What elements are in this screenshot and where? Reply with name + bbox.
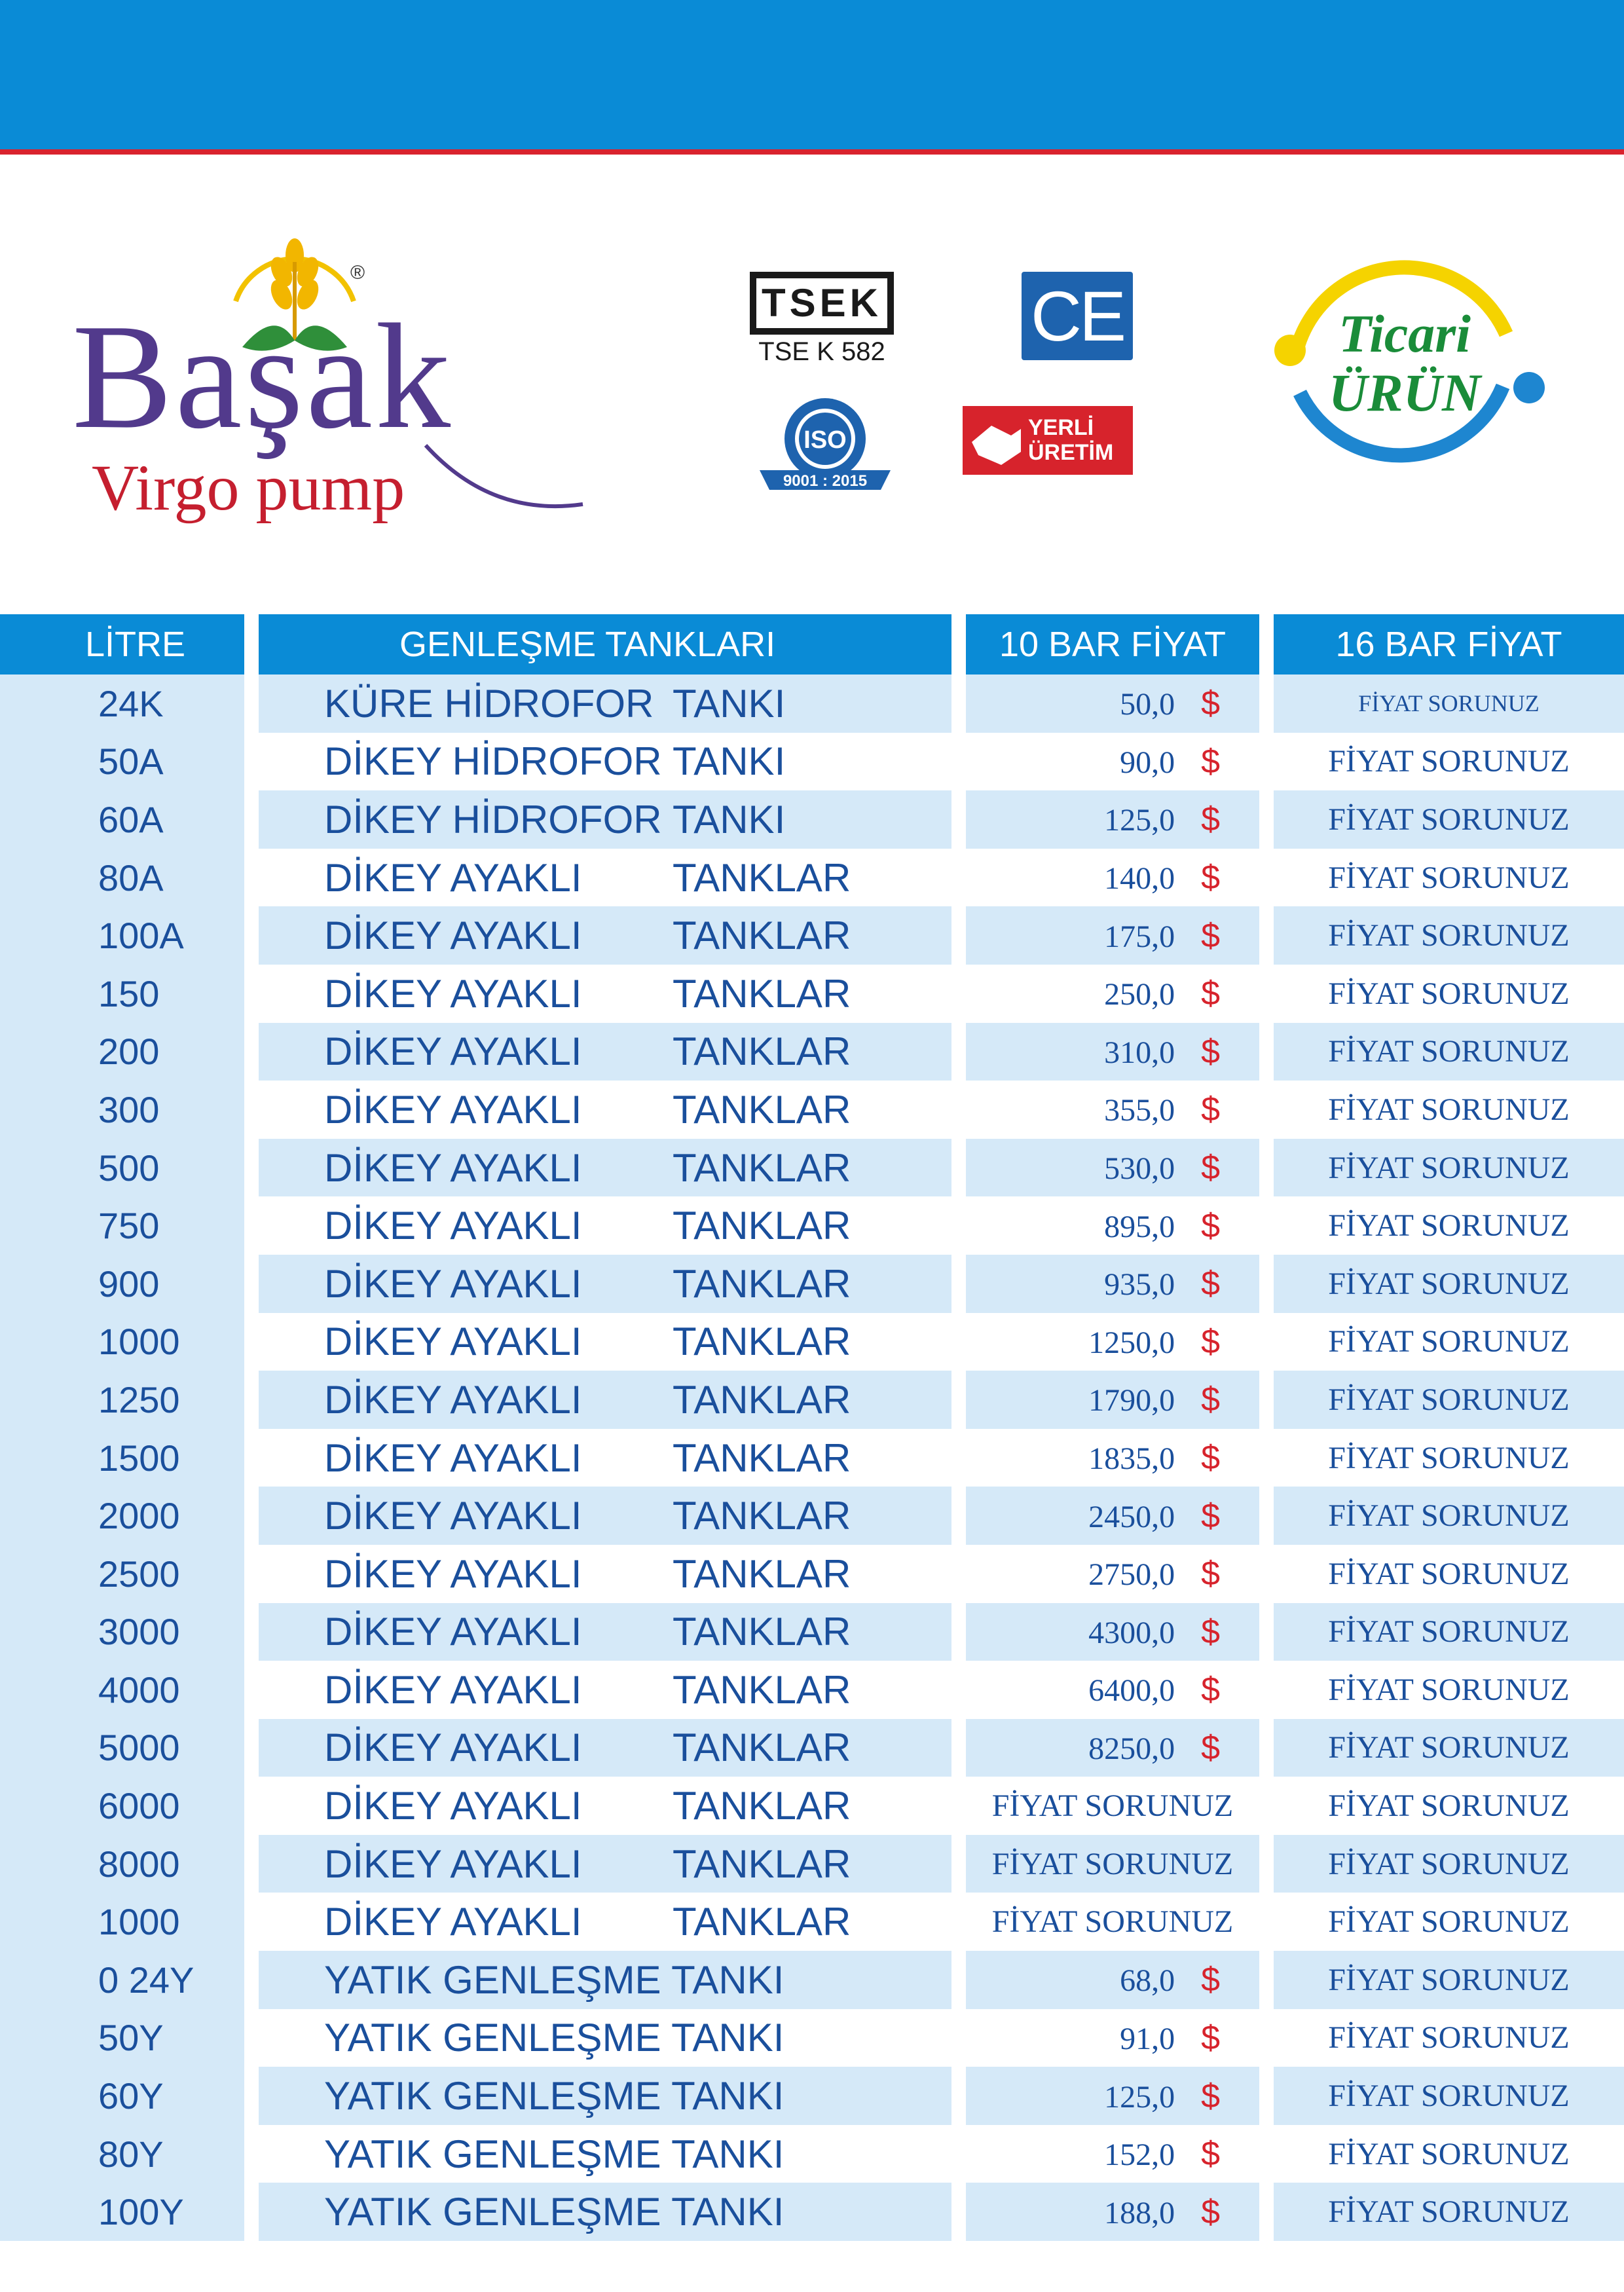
litre-cell: 50Y [0, 2009, 259, 2067]
tank-name-cell [259, 2183, 966, 2241]
price-16bar-cell: FİYAT SORUNUZ [1274, 1255, 1624, 1313]
price-10bar-value: 91,0 [1120, 2021, 1175, 2056]
table-row [0, 2067, 1624, 2125]
table-row [0, 1545, 1624, 1603]
price-10bar-cell [966, 849, 1274, 907]
tank-type-label: DİKEY AYAKLI [324, 1087, 582, 1132]
iso-seal-icon [756, 393, 894, 504]
dollar-icon: $ [1201, 684, 1220, 723]
litre-cell: 24K [0, 675, 259, 733]
tank-kind-label: TANKLAR [673, 855, 851, 900]
tsek-title: TSEK [750, 272, 894, 335]
price-table [0, 614, 1624, 2241]
tank-kind-label: TANKLAR [673, 1610, 851, 1654]
price-10bar-value: 310,0 [1104, 1035, 1175, 1070]
tank-type-label: YATIK GENLEŞME TANKI [324, 2190, 784, 2234]
litre-cell: 1250 [0, 1371, 259, 1429]
litre-cell: 2000 [0, 1487, 259, 1545]
price-10bar-value: 2750,0 [1088, 1557, 1175, 1593]
table-row [0, 2125, 1624, 2183]
tank-kind-label: TANKLAR [673, 1204, 851, 1248]
price-10bar-cell [966, 1313, 1274, 1371]
tank-name-cell [259, 1719, 966, 1777]
iso-badge [756, 393, 894, 504]
litre-cell: 100Y [0, 2183, 259, 2241]
tsek-badge [750, 272, 900, 370]
dollar-icon: $ [1201, 800, 1220, 839]
price-16bar-cell: FİYAT SORUNUZ [1274, 1487, 1624, 1545]
tank-kind-label: TANKLAR [673, 1435, 851, 1480]
price-10bar-value: 152,0 [1104, 2137, 1175, 2173]
dollar-icon: $ [1201, 742, 1220, 781]
price-16bar-cell: FİYAT SORUNUZ [1274, 1081, 1624, 1139]
tank-type-label: DİKEY AYAKLI [324, 1900, 582, 1944]
table-row [0, 1893, 1624, 1951]
tank-name-cell [259, 1545, 966, 1603]
tank-type-label: DİKEY AYAKLI [324, 1029, 582, 1074]
price-16bar-cell: FİYAT SORUNUZ [1274, 1023, 1624, 1081]
dollar-icon: $ [1201, 1961, 1220, 1999]
litre-cell: 1000 [0, 1893, 259, 1951]
price-16bar-cell: FİYAT SORUNUZ [1274, 2009, 1624, 2067]
price-10bar-cell [966, 2125, 1274, 2183]
price-10bar-cell [966, 965, 1274, 1023]
table-row [0, 2183, 1624, 2241]
litre-cell: 50A [0, 733, 259, 791]
tank-name-cell [259, 675, 966, 733]
price-10bar-value: 8250,0 [1088, 1731, 1175, 1766]
litre-cell: 3000 [0, 1603, 259, 1661]
price-10bar-value: 1835,0 [1088, 1441, 1175, 1477]
price-10bar-ask: FİYAT SORUNUZ [966, 1835, 1274, 1893]
dollar-icon: $ [1201, 1090, 1220, 1129]
tank-type-label: DİKEY AYAKLI [324, 1377, 582, 1422]
litre-cell: 1000 [0, 1313, 259, 1371]
tank-name-cell [259, 2125, 966, 2183]
tsek-subtitle: TSE K 582 [758, 337, 885, 366]
tank-type-label: DİKEY AYAKLI [324, 1261, 582, 1306]
tank-type-label: KÜRE HİDROFOR [324, 681, 654, 726]
price-10bar-cell [966, 675, 1274, 733]
tank-type-label: DİKEY HİDROFOR [324, 797, 662, 841]
litre-cell: 60Y [0, 2067, 259, 2125]
litre-cell: 0 24Y [0, 1951, 259, 2009]
tank-kind-label: TANKLAR [673, 1494, 851, 1538]
table-row [0, 1951, 1624, 2009]
price-10bar-value: 4300,0 [1088, 1615, 1175, 1650]
tank-name-cell [259, 733, 966, 791]
price-10bar-cell [966, 1545, 1274, 1603]
litre-cell: 300 [0, 1081, 259, 1139]
tank-type-label: DİKEY AYAKLI [324, 1726, 582, 1770]
ticari-line1: Ticari [1338, 304, 1471, 363]
table-row [0, 1139, 1624, 1197]
brand-name: Başak [72, 293, 454, 460]
tank-type-label: DİKEY AYAKLI [324, 1610, 582, 1654]
dollar-icon: $ [1201, 2018, 1220, 2057]
price-16bar-cell: FİYAT SORUNUZ [1274, 733, 1624, 791]
price-16bar-cell: FİYAT SORUNUZ [1274, 675, 1624, 733]
tank-kind-label: TANKLAR [673, 1841, 851, 1886]
table-row [0, 1719, 1624, 1777]
litre-cell: 150 [0, 965, 259, 1023]
top-red-rule [0, 149, 1624, 155]
price-10bar-cell [966, 1081, 1274, 1139]
dollar-icon: $ [1201, 1322, 1220, 1361]
litre-cell: 1500 [0, 1429, 259, 1487]
tank-kind-label: TANKLAR [673, 1377, 851, 1422]
header-litre: LİTRE [0, 614, 259, 675]
tank-kind-label: TANKLAR [673, 1726, 851, 1770]
tank-kind-label: TANKLAR [673, 914, 851, 958]
yerli-uretim-badge [963, 406, 1133, 475]
ticari-line2: ÜRÜN [1328, 363, 1481, 422]
price-10bar-cell [966, 1603, 1274, 1661]
tank-kind-label: TANKLAR [673, 1261, 851, 1306]
price-10bar-value: 68,0 [1120, 1963, 1175, 1999]
price-16bar-cell: FİYAT SORUNUZ [1274, 1371, 1624, 1429]
tank-kind-label: TANKLAR [673, 1784, 851, 1828]
tank-kind-label: TANKLAR [673, 1551, 851, 1596]
iso-title: ISO [803, 426, 847, 454]
price-16bar-cell: FİYAT SORUNUZ [1274, 2125, 1624, 2183]
top-banner [0, 0, 1624, 149]
dollar-icon: $ [1201, 916, 1220, 955]
price-16bar-cell: FİYAT SORUNUZ [1274, 1951, 1624, 2009]
dollar-icon: $ [1201, 1671, 1220, 1709]
dollar-icon: $ [1201, 1496, 1220, 1535]
tank-name-cell [259, 1777, 966, 1835]
ce-badge: CE [1022, 272, 1133, 360]
price-16bar-cell: FİYAT SORUNUZ [1274, 1196, 1624, 1255]
tank-type-label: DİKEY AYAKLI [324, 914, 582, 958]
price-10bar-value: 140,0 [1104, 861, 1175, 896]
tank-kind-label: TANKI [673, 681, 786, 726]
dollar-icon: $ [1201, 1265, 1220, 1303]
tank-kind-label: TANKLAR [673, 1087, 851, 1132]
table-row [0, 965, 1624, 1023]
tank-name-cell [259, 1951, 966, 2009]
dollar-icon: $ [1201, 1149, 1220, 1187]
yerli-line1: YERLİ [1028, 415, 1094, 440]
brand-subtitle: Virgo pump [92, 451, 405, 524]
table-row [0, 1313, 1624, 1371]
table-header-row [0, 614, 1624, 675]
table-row [0, 1777, 1624, 1835]
price-10bar-cell [966, 1487, 1274, 1545]
price-10bar-cell [966, 1023, 1274, 1081]
price-10bar-value: 188,0 [1104, 2195, 1175, 2230]
price-10bar-value: 175,0 [1104, 919, 1175, 954]
table-row [0, 1023, 1624, 1081]
price-10bar-value: 895,0 [1104, 1209, 1175, 1244]
litre-cell: 750 [0, 1196, 259, 1255]
price-10bar-cell [966, 1661, 1274, 1719]
table-row [0, 790, 1624, 849]
dollar-icon: $ [1201, 1032, 1220, 1071]
price-16bar-cell: FİYAT SORUNUZ [1274, 906, 1624, 965]
tank-name-cell [259, 1196, 966, 1255]
tank-name-cell [259, 2009, 966, 2067]
price-10bar-value: 530,0 [1104, 1151, 1175, 1187]
price-16bar-cell: FİYAT SORUNUZ [1274, 2183, 1624, 2241]
tank-type-label: DİKEY AYAKLI [324, 971, 582, 1016]
litre-cell: 4000 [0, 1661, 259, 1719]
price-16bar-cell: FİYAT SORUNUZ [1274, 1545, 1624, 1603]
dollar-icon: $ [1201, 974, 1220, 1013]
handshake-icon [965, 406, 1027, 475]
tank-kind-label: TANKI [673, 797, 786, 841]
price-16bar-cell: FİYAT SORUNUZ [1274, 1893, 1624, 1951]
price-16bar-cell: FİYAT SORUNUZ [1274, 1313, 1624, 1371]
tank-name-cell [259, 906, 966, 965]
dollar-icon: $ [1201, 1612, 1220, 1651]
price-10bar-cell [966, 1139, 1274, 1197]
dollar-icon: $ [1201, 1206, 1220, 1245]
price-16bar-cell: FİYAT SORUNUZ [1274, 1139, 1624, 1197]
tank-kind-label: TANKLAR [673, 1029, 851, 1074]
tank-name-cell [259, 1313, 966, 1371]
dollar-icon: $ [1201, 1439, 1220, 1477]
dollar-icon: $ [1201, 2135, 1220, 2173]
dollar-icon: $ [1201, 1555, 1220, 1593]
tank-type-label: DİKEY AYAKLI [324, 1841, 582, 1886]
dollar-icon: $ [1201, 2077, 1220, 2115]
table-row [0, 849, 1624, 907]
tank-type-label: DİKEY AYAKLI [324, 1204, 582, 1248]
tank-name-cell [259, 849, 966, 907]
table-row [0, 1429, 1624, 1487]
price-10bar-value: 125,0 [1104, 803, 1175, 838]
price-10bar-cell [966, 1371, 1274, 1429]
table-row [0, 1255, 1624, 1313]
table-row [0, 1661, 1624, 1719]
price-10bar-cell [966, 2009, 1274, 2067]
tank-name-cell [259, 1023, 966, 1081]
price-16bar-cell: FİYAT SORUNUZ [1274, 849, 1624, 907]
litre-cell: 900 [0, 1255, 259, 1313]
tank-type-label: YATIK GENLEŞME TANKI [324, 2016, 784, 2060]
tank-kind-label: TANKLAR [673, 1320, 851, 1364]
iso-subtitle: 9001 : 2015 [783, 472, 868, 490]
ticari-urun-badge [1261, 236, 1549, 504]
table-row [0, 906, 1624, 965]
price-10bar-value: 355,0 [1104, 1093, 1175, 1128]
tank-name-cell [259, 1603, 966, 1661]
price-10bar-ask: FİYAT SORUNUZ [966, 1777, 1274, 1835]
price-16bar-cell: FİYAT SORUNUZ [1274, 1429, 1624, 1487]
price-16bar-cell: FİYAT SORUNUZ [1274, 2067, 1624, 2125]
price-10bar-cell [966, 2067, 1274, 2125]
tank-name-cell [259, 1139, 966, 1197]
tank-name-cell [259, 1835, 966, 1893]
price-16bar-cell: FİYAT SORUNUZ [1274, 1719, 1624, 1777]
price-10bar-value: 2450,0 [1088, 1499, 1175, 1534]
price-10bar-cell [966, 906, 1274, 965]
tank-name-cell [259, 790, 966, 849]
price-10bar-cell [966, 733, 1274, 791]
header-tanks: GENLEŞME TANKLARI [259, 614, 966, 675]
table-row [0, 675, 1624, 733]
tank-type-label: YATIK GENLEŞME TANKI [324, 1957, 784, 2002]
registered-mark: ® [350, 262, 365, 284]
table-row [0, 733, 1624, 791]
tank-type-label: DİKEY AYAKLI [324, 1435, 582, 1480]
tank-name-cell [259, 1081, 966, 1139]
tank-type-label: DİKEY AYAKLI [324, 1551, 582, 1596]
price-10bar-cell [966, 1255, 1274, 1313]
price-16bar-cell: FİYAT SORUNUZ [1274, 790, 1624, 849]
tank-name-cell [259, 965, 966, 1023]
yerli-line2: ÜRETİM [1028, 440, 1114, 465]
price-16bar-cell: FİYAT SORUNUZ [1274, 965, 1624, 1023]
table-row [0, 1487, 1624, 1545]
tank-type-label: YATIK GENLEŞME TANKI [324, 2132, 784, 2176]
tank-type-label: DİKEY AYAKLI [324, 1320, 582, 1364]
price-10bar-value: 1790,0 [1088, 1383, 1175, 1418]
litre-cell: 5000 [0, 1719, 259, 1777]
tank-type-label: DİKEY AYAKLI [324, 855, 582, 900]
litre-cell: 100A [0, 906, 259, 965]
dollar-icon: $ [1201, 1728, 1220, 1767]
price-10bar-ask: FİYAT SORUNUZ [966, 1893, 1274, 1951]
price-16bar-cell: FİYAT SORUNUZ [1274, 1835, 1624, 1893]
price-16bar-cell: FİYAT SORUNUZ [1274, 1661, 1624, 1719]
table-row [0, 1371, 1624, 1429]
tank-name-cell [259, 1893, 966, 1951]
tank-name-cell [259, 2067, 966, 2125]
price-10bar-value: 90,0 [1120, 745, 1175, 780]
tank-type-label: DİKEY AYAKLI [324, 1667, 582, 1712]
litre-cell: 200 [0, 1023, 259, 1081]
tank-kind-label: TANKLAR [673, 1900, 851, 1944]
table-row [0, 1835, 1624, 1893]
price-10bar-cell [966, 1951, 1274, 2009]
litre-cell: 6000 [0, 1777, 259, 1835]
price-10bar-cell [966, 790, 1274, 849]
tank-type-label: DİKEY AYAKLI [324, 1784, 582, 1828]
table-row [0, 2009, 1624, 2067]
tank-name-cell [259, 1371, 966, 1429]
dollar-icon: $ [1201, 1380, 1220, 1419]
table-row [0, 1081, 1624, 1139]
litre-cell: 60A [0, 790, 259, 849]
litre-cell: 8000 [0, 1835, 259, 1893]
litre-cell: 80A [0, 849, 259, 907]
price-10bar-cell [966, 2183, 1274, 2241]
table-row [0, 1196, 1624, 1255]
price-10bar-value: 125,0 [1104, 2079, 1175, 2115]
tank-name-cell [259, 1255, 966, 1313]
price-10bar-cell [966, 1429, 1274, 1487]
tank-type-label: DİKEY AYAKLI [324, 1145, 582, 1190]
price-10bar-value: 250,0 [1104, 977, 1175, 1012]
litre-cell: 2500 [0, 1545, 259, 1603]
price-10bar-value: 50,0 [1120, 687, 1175, 722]
tank-name-cell [259, 1661, 966, 1719]
tank-kind-label: TANKLAR [673, 1667, 851, 1712]
tank-type-label: YATIK GENLEŞME TANKI [324, 2074, 784, 2118]
price-10bar-cell [966, 1719, 1274, 1777]
brand-logo [72, 216, 609, 557]
price-10bar-value: 1250,0 [1088, 1325, 1175, 1360]
table-row [0, 1603, 1624, 1661]
header-10bar: 10 BAR FİYAT [966, 614, 1274, 675]
table-body [0, 675, 1624, 2241]
price-10bar-value: 935,0 [1104, 1267, 1175, 1303]
dollar-icon: $ [1201, 2192, 1220, 2231]
tank-type-label: DİKEY HİDROFOR [324, 739, 662, 784]
header-16bar: 16 BAR FİYAT [1274, 614, 1624, 675]
tank-name-cell [259, 1487, 966, 1545]
tank-type-label: DİKEY AYAKLI [324, 1494, 582, 1538]
price-10bar-cell [966, 1196, 1274, 1255]
dollar-icon: $ [1201, 859, 1220, 897]
tank-kind-label: TANKLAR [673, 971, 851, 1016]
price-10bar-value: 6400,0 [1088, 1673, 1175, 1709]
litre-cell: 80Y [0, 2125, 259, 2183]
price-16bar-cell: FİYAT SORUNUZ [1274, 1603, 1624, 1661]
litre-cell: 500 [0, 1139, 259, 1197]
price-16bar-cell: FİYAT SORUNUZ [1274, 1777, 1624, 1835]
tank-kind-label: TANKLAR [673, 1145, 851, 1190]
tank-kind-label: TANKI [673, 739, 786, 784]
tank-name-cell [259, 1429, 966, 1487]
